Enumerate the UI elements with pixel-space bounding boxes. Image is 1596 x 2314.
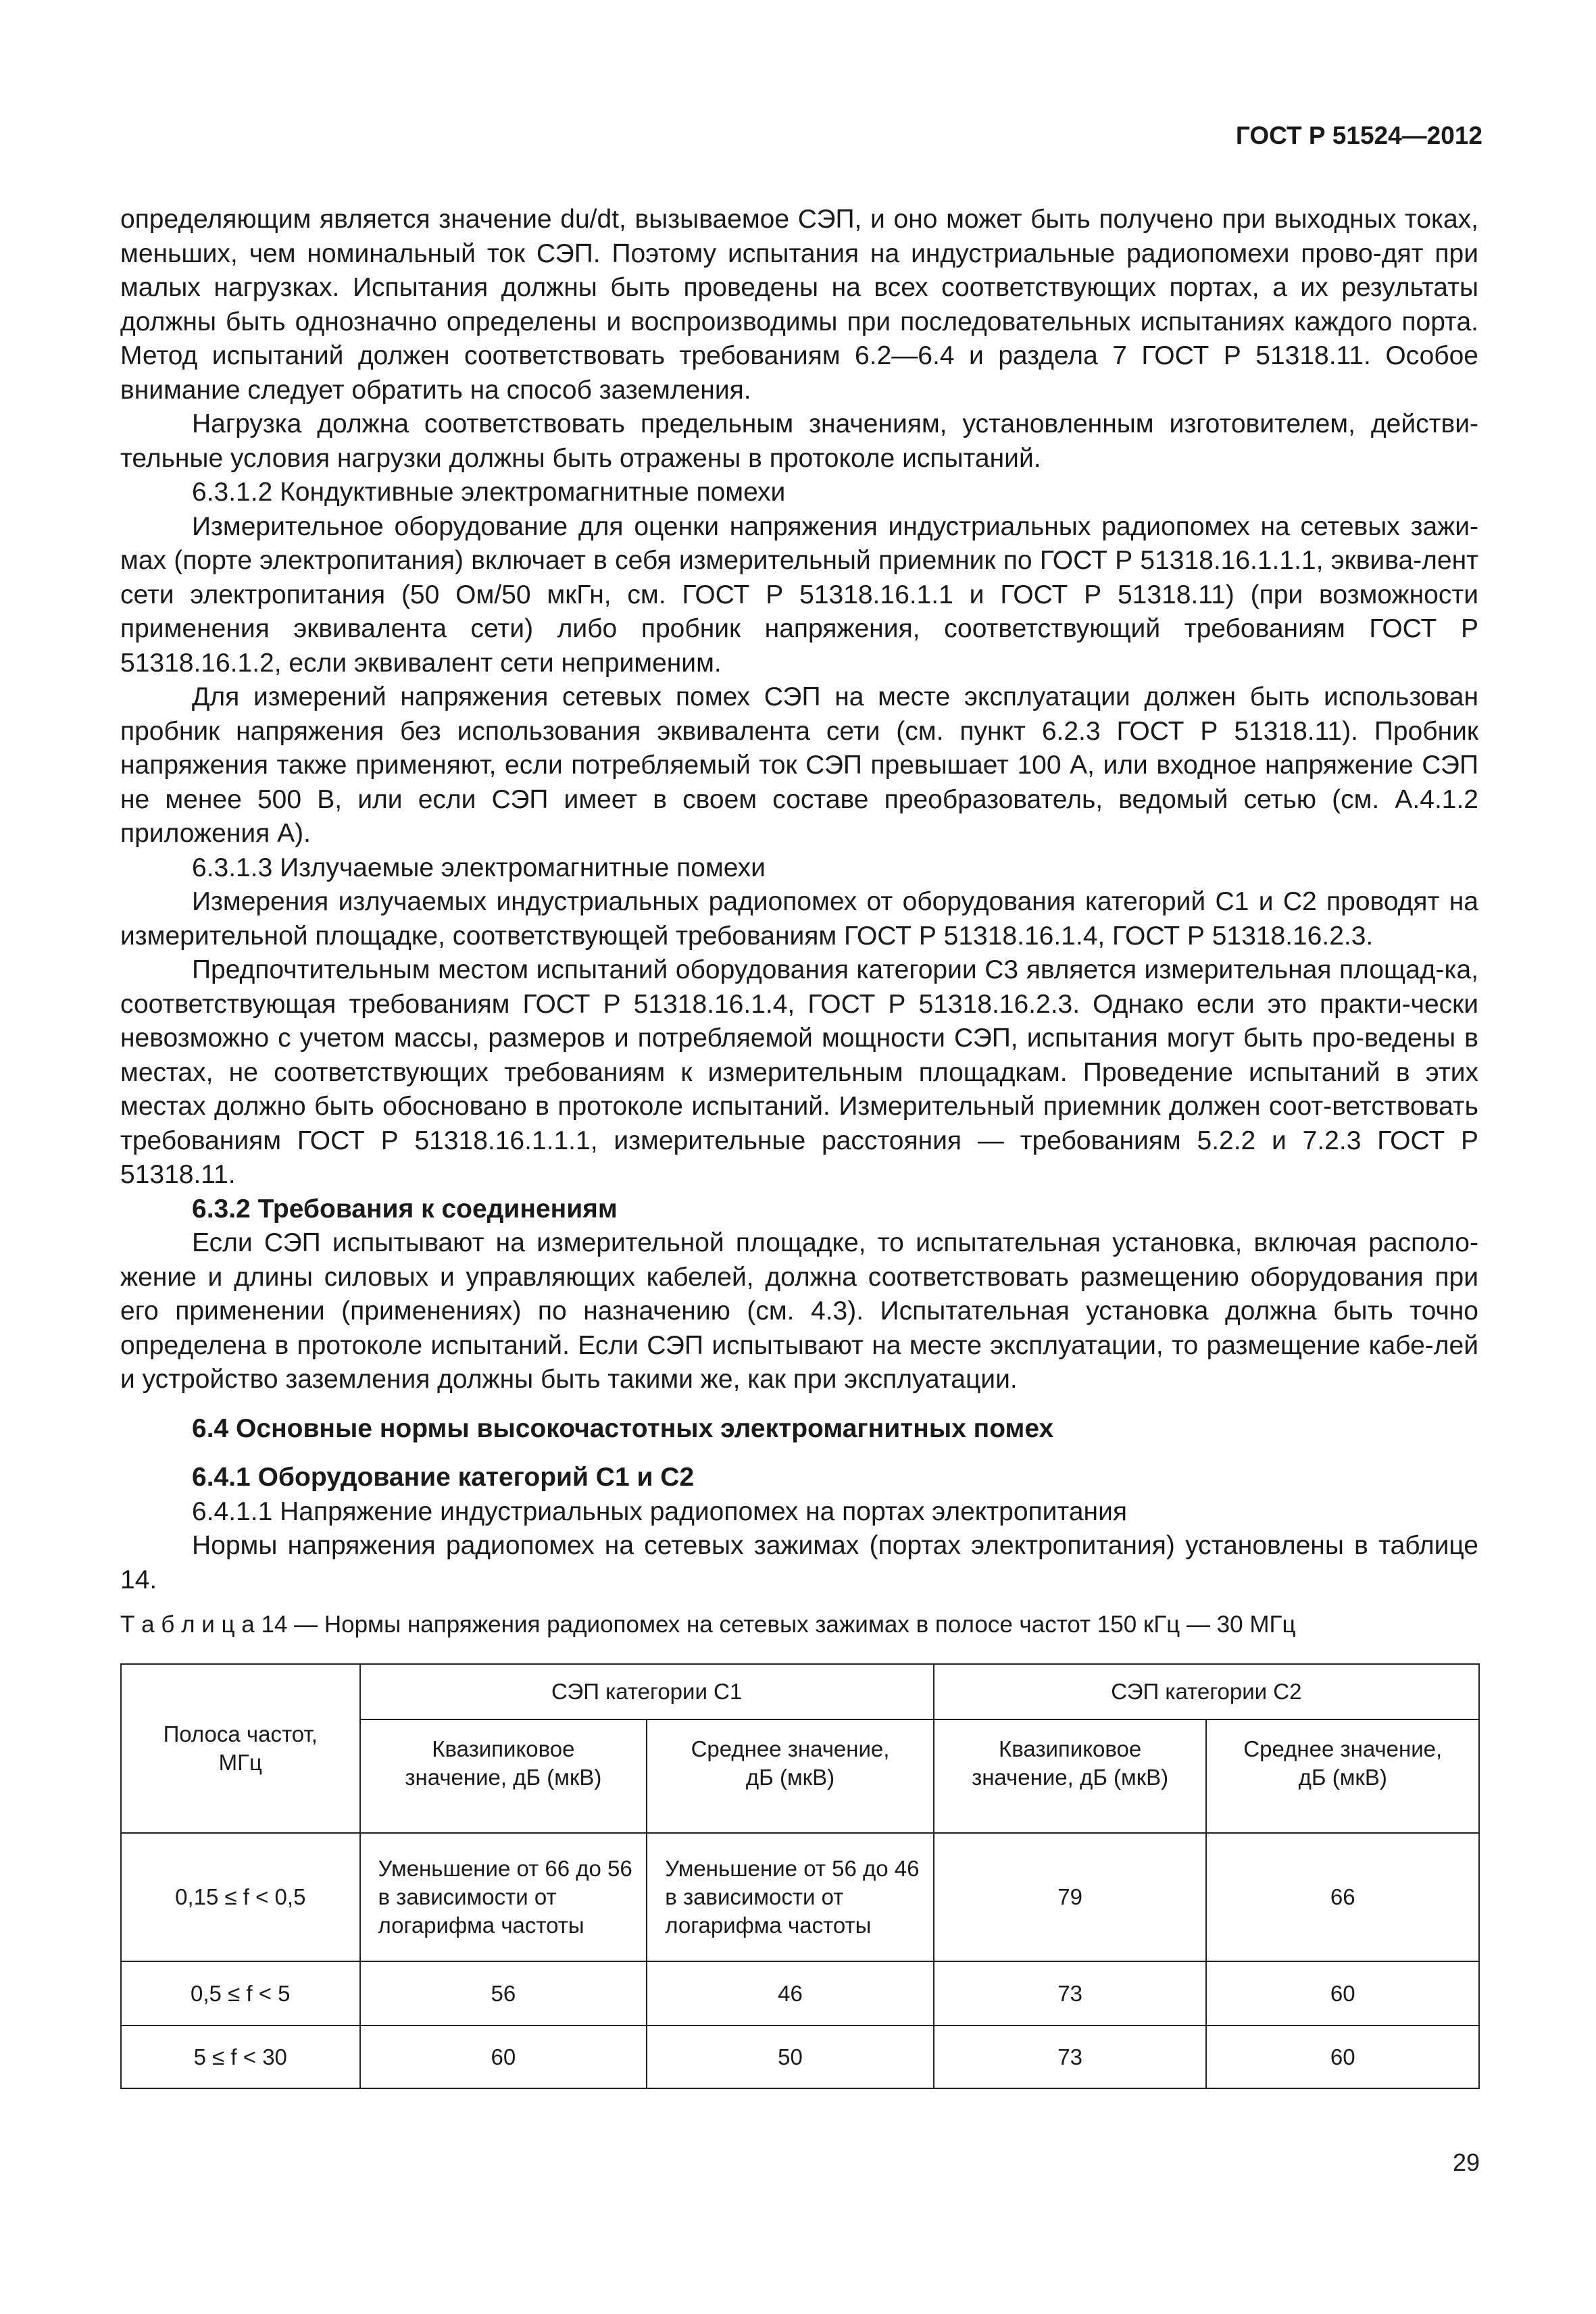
- paragraph: Нормы напряжения радиопомех на сетевых зажимах (портах электропитания) установлены в таблице 14.: [120, 1531, 1478, 1594]
- group-header-c1: СЭП категории С1: [360, 1664, 934, 1719]
- c1-average-cell: 46: [647, 1961, 934, 2026]
- c2-average-cell: 66: [1206, 1833, 1479, 1961]
- c1-average-header: Среднее значение, дБ (мкВ): [647, 1719, 934, 1833]
- clause-heading: 6.3.1.3 Излучаемые электромагнитные помехи: [192, 853, 766, 882]
- limits-table: [120, 1663, 1480, 2089]
- c2-average-header: Среднее значение, дБ (мкВ): [1206, 1719, 1479, 1833]
- band-cell: 0,15 ≤ f < 0,5: [121, 1833, 360, 1961]
- table-row: [121, 1833, 1479, 1961]
- paragraph: Нагрузка должна соответствовать предельным значениям, установленным изготовителем, действи-тельные условия нагрузки должны быть отражены в протоколе испытаний.: [120, 409, 1478, 473]
- c1-quasi-peak-header: Квазипиковое значение, дБ (мкВ): [360, 1719, 647, 1833]
- band-cell: 5 ≤ f < 30: [121, 2026, 360, 2088]
- c1-average-cell: 50: [647, 2026, 934, 2088]
- c2-quasi-peak-cell: 73: [934, 2026, 1207, 2088]
- section-heading: 6.4.1 Оборудование категорий С1 и С2: [192, 1463, 695, 1492]
- band-cell: 0,5 ≤ f < 5: [121, 1961, 360, 2026]
- paragraph: Измерения излучаемых индустриальных радиопомех от оборудования категорий С1 и С2 проводят на измерительной площадке, соответствующей требованиям ГОСТ Р 51318.16.1.4, ГОСТ Р 51318.16.2.3.: [120, 887, 1478, 951]
- paragraph: определяющим являетcя значение du/dt, вызываемое СЭП, и оно может быть получено при выходных токах, меньших, чем номинальный ток СЭП. Поэтому испытания на индустриальные радиопомехи прово-дят при малых нагрузках. Испытания должны быть проведены на всех соответствующих портах, а их результаты должны быть однозначно определены и воспроизводимы при последовательных испытаниях каждого порта. Метод испытаний должен соответствовать требованиям 6.2—6.4 и раздела 7 ГОСТ Р 51318.11. Особое внимание следует обратить на способ заземления.: [120, 205, 1478, 405]
- c2-quasi-peak-cell: 79: [934, 1833, 1207, 1961]
- c2-quasi-peak-header: Квазипиковое значение, дБ (мкВ): [934, 1719, 1207, 1833]
- c1-quasi-peak-cell: 56: [360, 1961, 647, 2026]
- section-heading: 6.3.2 Требования к соединениям: [192, 1194, 618, 1224]
- band-header: Полоса частот, МГц: [121, 1664, 360, 1833]
- group-header-c2: СЭП категории С2: [934, 1664, 1479, 1719]
- c2-quasi-peak-cell: 73: [934, 1961, 1207, 2026]
- clause-heading: 6.3.1.2 Кондуктивные электромагнитные помехи: [192, 478, 786, 507]
- document-number: ГОСТ Р 51524—2012: [1235, 122, 1482, 149]
- section-heading: 6.4 Основные нормы высокочастотных электромагнитных помех: [192, 1413, 1054, 1443]
- page-number: 29: [1452, 2148, 1480, 2176]
- c2-average-cell: 60: [1206, 1961, 1479, 2026]
- paragraph: Предпочтительным местом испытаний оборудования категории С3 является измерительная площад-ка, соответствующая требованиям ГОСТ Р 51318.16.1.4, ГОСТ Р 51318.16.2.3. Однако если это практи-чески невозможно с учетом массы, размеров и потребляемой мощности СЭП, испытания могут быть про-ведены в местах, не соответствующих требованиям к измерительным площадкам. Проведение испытаний в этих местах должно быть обосновано в протоколе испытаний. Измерительный приемник должен соот-ветствовать требованиям ГОСТ Р 51318.16.1.1.1, измерительные расстояния — требованиям 5.2.2 и 7.2.3 ГОСТ Р 51318.11.: [120, 955, 1478, 1189]
- c2-average-cell: 60: [1206, 2026, 1479, 2088]
- body-text: [120, 203, 1478, 1597]
- paragraph: Для измерений напряжения сетевых помех СЭП на месте эксплуатации должен быть использован пробник напряжения без использования эквивалента сети (см. пункт 6.2.3 ГОСТ Р 51318.11). Пробник напряжения также применяют, если потребляемый ток СЭП превышает 100 А, или входное напряжение СЭП не менее 500 В, или если СЭП имеет в своем составе преобразователь, ведомый сетью (см. А.4.1.2 приложения А).: [120, 682, 1478, 848]
- table-row: [121, 1961, 1479, 2026]
- c1-quasi-peak-cell: Уменьшение от 66 до 56 в зависимости от логарифма частоты: [360, 1833, 647, 1961]
- c1-average-cell: Уменьшение от 56 до 46 в зависимости от логарифма частоты: [647, 1833, 934, 1961]
- table-caption: Т а б л и ц а 14 — Нормы напряжения радиопомех на сетевых зажимах в полосе частот 150 кГц — 30 МГц: [120, 1611, 1296, 1638]
- c1-quasi-peak-cell: 60: [360, 2026, 647, 2088]
- clause-heading: 6.4.1.1 Напряжение индустриальных радиопомех на портах электропитания: [192, 1496, 1127, 1526]
- paragraph: Измерительное оборудование для оценки напряжения индустриальных радиопомех на сетевых зажи-мах (порте электропитания) включает в себя измерительный приемник по ГОСТ Р 51318.16.1.1.1, эквива-лент сети электропитания (50 Ом/50 мкГн, см. ГОСТ Р 51318.16.1.1 и ГОСТ Р 51318.11) (при возможности применения эквивалента сети) либо пробник напряжения, соответствующий требованиям ГОСТ Р 51318.16.1.2, если эквивалент сети неприменим.: [120, 511, 1478, 678]
- table-row: [121, 2026, 1479, 2088]
- paragraph: Если СЭП испытывают на измерительной площадке, то испытательная установка, включая располо-жение и длины силовых и управляющих кабелей, должна соответствовать размещению оборудования при его применении (применениях) по назначению (см. 4.3). Испытательная установка должна быть точно определена в протоколе испытаний. Если СЭП испытывают на месте эксплуатации, то размещение кабе-лей и устройство заземления должны быть такими же, как при эксплуатации.: [120, 1228, 1478, 1394]
